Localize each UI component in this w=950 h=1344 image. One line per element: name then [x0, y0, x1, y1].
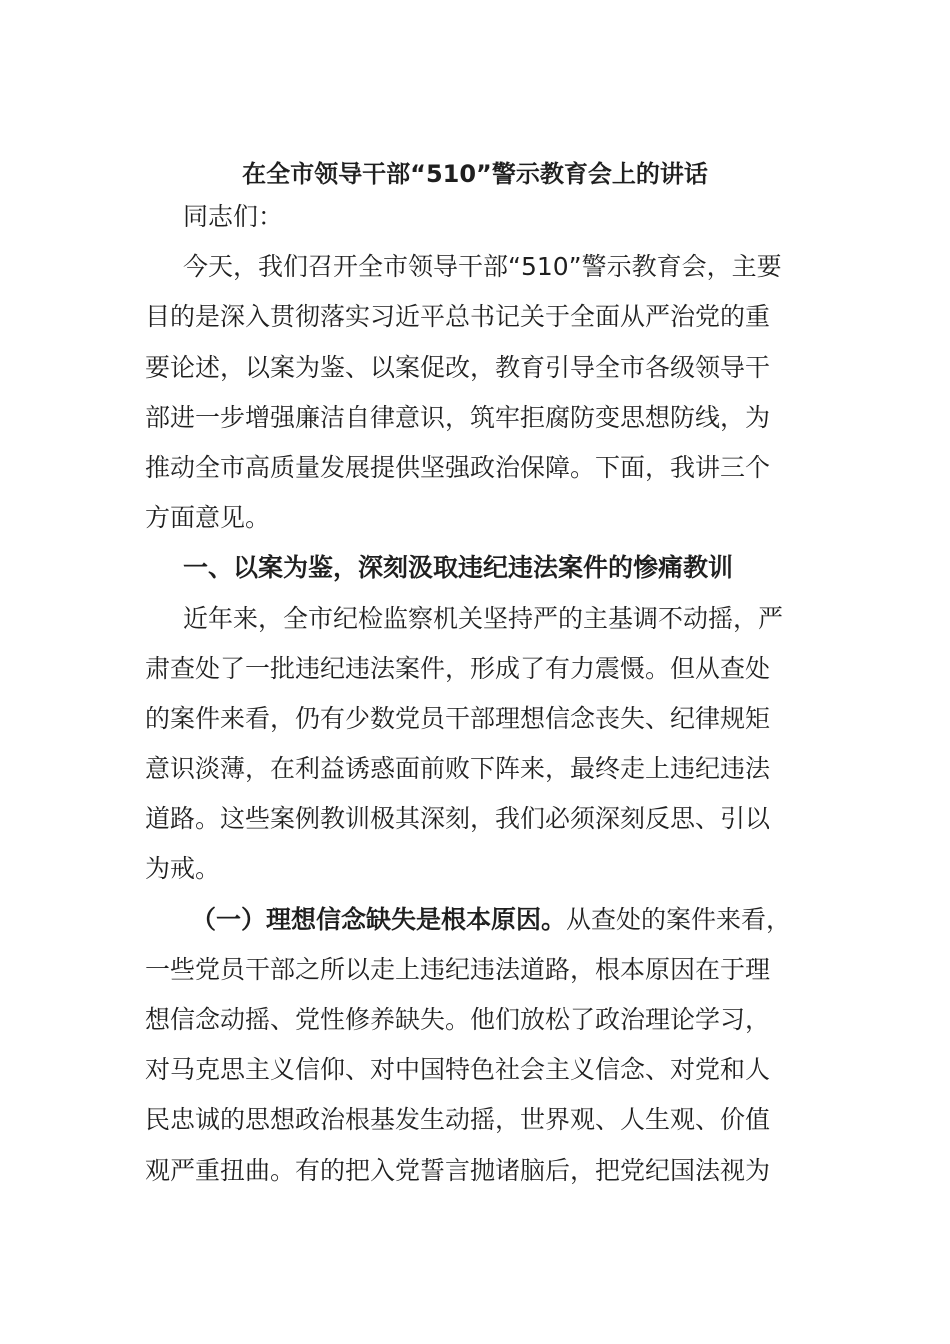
para1-line: 方面意见。 — [145, 503, 271, 533]
para2-line: 意识淡薄，在利益诱惑面前败下阵来，最终走上违纪违法 — [145, 754, 771, 784]
para2-line: 为戒。 — [145, 854, 221, 884]
para3-line: 对马克思主义信仰、对中国特色社会主义信念、对党和人 — [145, 1055, 771, 1085]
para3-line: 民忠诚的思想政治根基发生动摇，世界观、人生观、价值 — [145, 1105, 771, 1135]
salutation: 同志们： — [183, 202, 284, 231]
para3-line: 观严重扭曲。有的把入党誓言抛诸脑后，把党纪国法视为 — [145, 1155, 771, 1185]
document-title: 在全市领导干部“510”警示教育会上的讲话 — [242, 160, 708, 188]
para3-first-rest: 从查处的案件来看， — [566, 904, 792, 934]
para2-line: 道路。这些案例教训极其深刻，我们必须深刻反思、引以 — [145, 804, 771, 834]
para2-line: 肃查处了一批违纪违法案件，形成了有力震慑。但从查处 — [145, 653, 771, 683]
para3-first-line — [145, 895, 805, 945]
para1-line: 推动全市高质量发展提供坚强政治保障。下面，我讲三个 — [145, 452, 771, 482]
document-body — [145, 192, 805, 1196]
section-heading-1: 一、以案为鉴，深刻汲取违纪违法案件的惨痛教训 — [183, 553, 734, 583]
para2-line: 的案件来看，仍有少数党员干部理想信念丧失、纪律规矩 — [145, 703, 771, 733]
para2-line: 近年来，全市纪检监察机关坚持严的主基调不动摇，严 — [183, 603, 784, 633]
para1-line: 目的是深入贯彻落实习近平总书记关于全面从严治党的重 — [145, 302, 771, 332]
para1-line: 部进一步增强廉洁自律意识，筑牢拒腐防变思想防线，为 — [145, 402, 771, 432]
para3-line: 一些党员干部之所以走上违纪违法道路，根本原因在于理 — [145, 954, 771, 984]
para1-line: 今天，我们召开全市领导干部“510”警示教育会，主要 — [183, 252, 782, 282]
para3-line: 想信念动摇、党性修养缺失。他们放松了政治理论学习， — [145, 1005, 771, 1034]
subheading-1: （一）理想信念缺失是根本原因。 — [191, 904, 567, 934]
para1-line: 要论述，以案为鉴、以案促改，教育引导全市各级领导干 — [145, 352, 771, 382]
